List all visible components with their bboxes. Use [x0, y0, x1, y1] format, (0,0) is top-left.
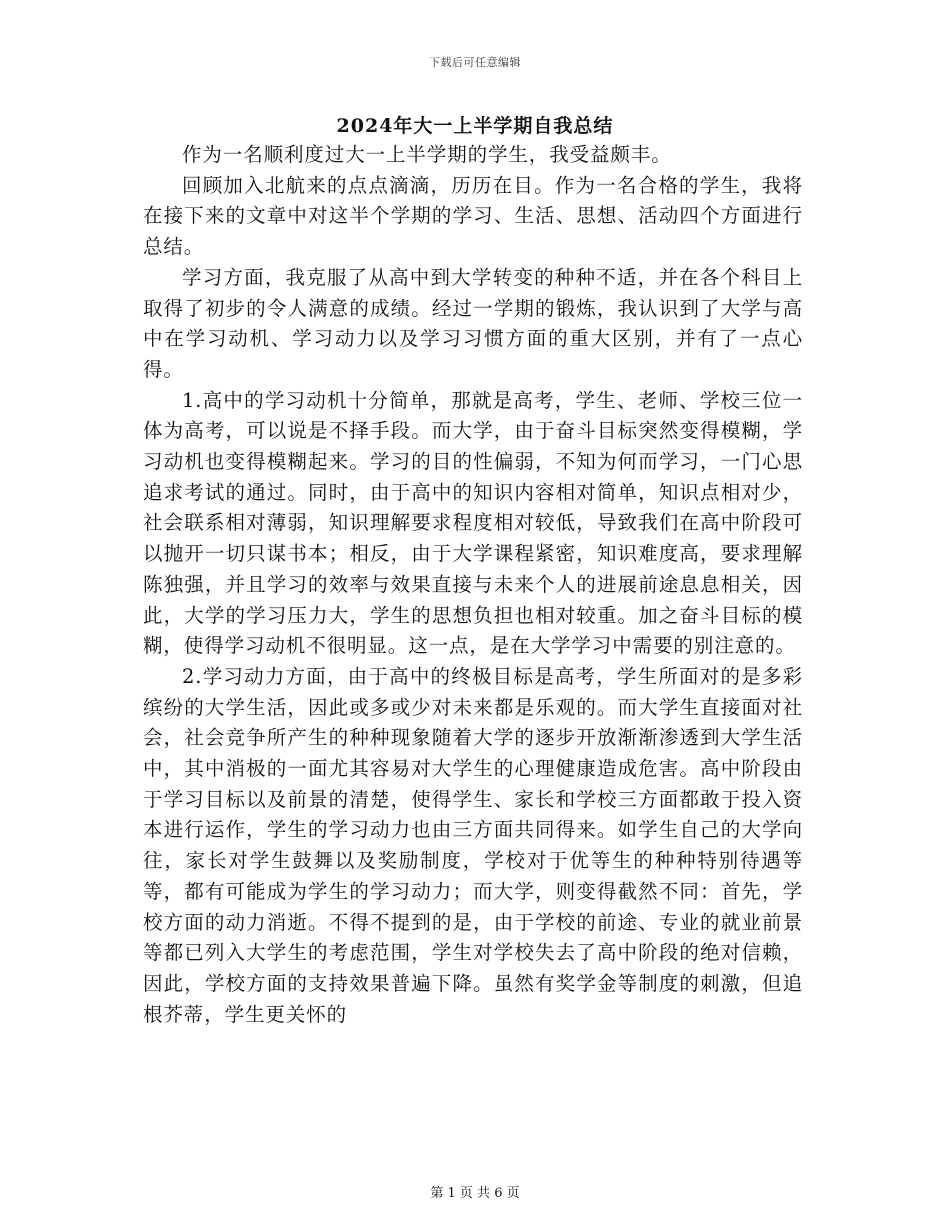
header-note: 下载后可任意编辑	[429, 56, 521, 69]
document-title: 2024年大一上半学期自我总结	[336, 115, 614, 137]
paragraph-intro: 作为一名顺利度过大一上半学期的学生，我受益颇丰。	[182, 143, 672, 166]
paragraph-drive: 2.学习动力方面，由于高中的终极目标是高考，学生所面对的是多彩缤纷的大学生活，因此或多或少对未来都是乐观的。而大学生直接面对社会，社会竞争所产生的种种现象随着大学的逐步开放渐渐渗透到大学生活中，其中消极的一面尤其容易对大学生的心理健康造成危害。高中阶段由于学习目标以及前景的清楚，使得学生、家长和学校三方面都敢于投入资本进行运作，学生的学习动力也由三方面共同得来。如学生自己的大学向往，家长对学生鼓舞以及奖励制度，学校对于优等生的种种特别待遇等等，都有可能成为学生的学习动力；而大学，则变得截然不同：首先，学校方面的动力消逝。不得不提到的是，由于学校的前途、专业的就业前景等都已列入大学生的考虑范围，学生对学校失去了高中阶段的绝对信赖，因此，学校方面的支持效果普遍下降。虽然有奖学金等制度的刺激，但追根芥蒂，学生更关怀的	[143, 664, 803, 1026]
paragraph-review: 回顾加入北航来的点点滴滴，历历在目。作为一名合格的学生，我将在接下来的文章中对这半个学期的学习、生活、思想、活动四个方面进行总结。	[143, 173, 803, 259]
paragraph-motivation: 1.高中的学习动机十分简单，那就是高考，学生、老师、学校三位一体为高考，可以说是不择手段。而大学，由于奋斗目标突然变得模糊，学习动机也变得模糊起来。学习的目的性偏弱，不知为何而学习，一门心思追求考试的通过。同时，由于高中的知识内容相对简单，知识点相对少，社会联系相对薄弱，知识理解要求程度相对较低，导致我们在高中阶段可以抛开一切只谋书本；相反，由于大学课程紧密，知识难度高，要求理解陈独强，并且学习的效率与效果直接与未来个人的进展前途息息相关，因此，大学的学习压力大，学生的思想负担也相对较重。加之奋斗目标的模糊，使得学习动机不很明显。这一点，是在大学学习中需要的别注意的。	[143, 388, 803, 658]
paragraph-study: 学习方面，我克服了从高中到大学转变的种种不适，并在各个科目上取得了初步的令人满意的成绩。经过一学期的锻炼，我认识到了大学与高中在学习动机、学习动力以及学习习惯方面的重大区别，并有了一点心得。	[143, 265, 803, 381]
page-footer: 第 1 页 共 6 页	[430, 1186, 520, 1201]
document-body	[143, 140, 803, 1030]
